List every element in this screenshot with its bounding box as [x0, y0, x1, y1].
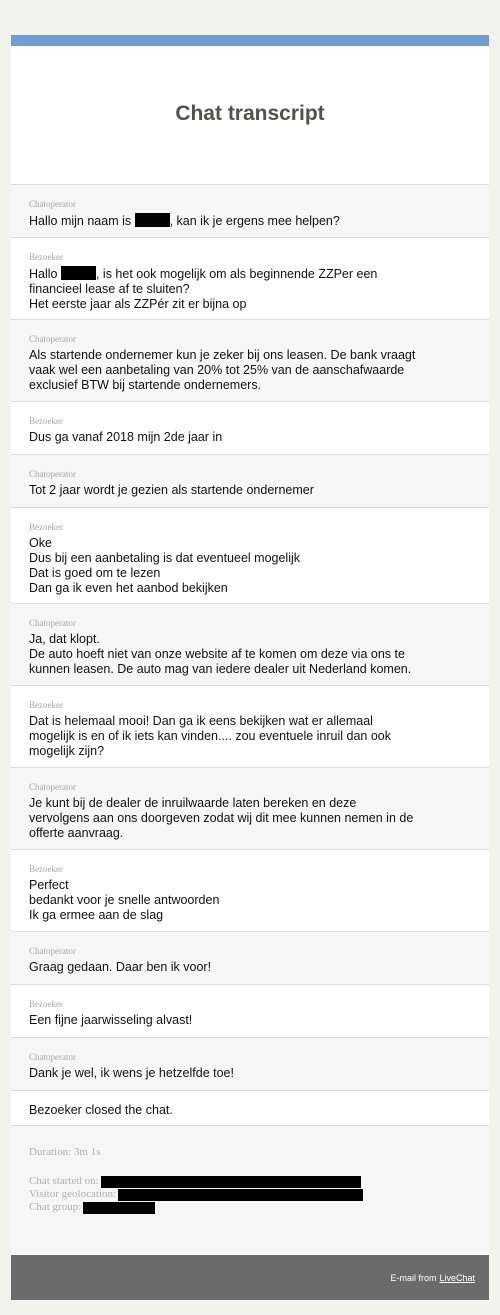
message-text: [29, 483, 471, 498]
chat-group-row: [29, 1201, 471, 1214]
chat-message: [11, 402, 489, 455]
message-author: Chatoperator: [29, 1052, 76, 1062]
message-author: Chatoperator: [29, 782, 76, 792]
redacted-name: [135, 213, 170, 227]
chat-closed-notice: Bezoeker closed the chat.: [11, 1091, 489, 1126]
message-line: mogelijk zijn?: [29, 744, 105, 758]
message-list: [11, 184, 489, 1091]
message-line: Tot 2 jaar wordt je gezien als startende ondernemer: [29, 483, 314, 497]
message-line: Hallo , is het ook mogelijk om als beginnende ZZPer een: [29, 267, 378, 281]
message-text: [29, 1066, 471, 1081]
chat-started-row: [29, 1175, 471, 1188]
chat-group-label: Chat group:: [29, 1201, 82, 1213]
chat-message: [11, 932, 489, 985]
visitor-geolocation-row: [29, 1188, 471, 1201]
message-text: [29, 714, 471, 759]
chat-duration: Duration: 3m 1s: [29, 1146, 101, 1158]
message-line: vervolgens aan ons doorgeven zodat wij dit mee kunnen nemen in de: [29, 811, 414, 825]
message-line: Je kunt bij de dealer de inruilwaarde laten bereken en deze: [29, 796, 357, 810]
message-text: [29, 536, 471, 596]
message-author: Chatoperator: [29, 618, 76, 628]
message-author: Chatoperator: [29, 946, 76, 956]
chat-message: [11, 985, 489, 1038]
message-author: Bezoeker: [29, 700, 63, 710]
message-author: Chatoperator: [29, 199, 76, 209]
accent-bar: [11, 35, 489, 46]
chat-info-panel: [11, 1126, 489, 1254]
message-text: [29, 213, 471, 229]
message-line: Het eerste jaar als ZZPér zit er bijna op: [29, 297, 247, 311]
message-line: Oke: [29, 536, 52, 550]
chat-message: [11, 508, 489, 604]
chat-message: [11, 455, 489, 508]
visitor-geolocation-label: Visitor geolocation:: [29, 1188, 117, 1200]
footer-prefix: E-mail from: [390, 1272, 437, 1283]
message-line: Dat is goed om te lezen: [29, 566, 161, 580]
chat-message: [11, 604, 489, 686]
message-line: Hallo mijn naam is , kan ik je ergens mee helpen?: [29, 214, 340, 228]
message-line: Dus ga vanaf 2018 mijn 2de jaar in: [29, 430, 223, 444]
chat-message: [11, 686, 489, 768]
message-line: Dat is helemaal mooi! Dan ga ik eens bekijken wat er allemaal: [29, 714, 373, 728]
message-text: [29, 430, 471, 445]
message-author: Bezoeker: [29, 999, 63, 1009]
message-line: offerte aanvraag.: [29, 826, 124, 840]
message-line: Als startende ondernemer kun je zeker bij ons leasen. De bank vraagt: [29, 348, 416, 362]
message-author: Chatoperator: [29, 469, 76, 479]
chat-message: [11, 850, 489, 932]
livechat-link[interactable]: LiveChat: [439, 1272, 475, 1283]
message-text: [29, 348, 471, 393]
redacted-block: [83, 1202, 155, 1214]
message-line: Perfect: [29, 878, 69, 892]
message-author: Bezoeker: [29, 252, 63, 262]
message-author: Bezoeker: [29, 864, 63, 874]
message-line: Graag gedaan. Daar ben ik voor!: [29, 960, 212, 974]
message-text: [29, 796, 471, 841]
message-line: kunnen leasen. De auto mag van iedere dealer uit Nederland komen.: [29, 662, 412, 676]
chat-message: [11, 238, 489, 320]
footer: [11, 1255, 489, 1300]
message-text: [29, 960, 471, 975]
page-title: Chat transcript: [175, 102, 325, 125]
message-line: Dan ga ik even het aanbod bekijken: [29, 581, 228, 595]
chat-started-label: Chat started on:: [29, 1175, 99, 1187]
redacted-name: [61, 266, 96, 280]
message-text: [29, 1013, 471, 1028]
message-text: [29, 632, 471, 677]
chat-message: [11, 185, 489, 238]
message-line: mogelijk is en of ik iets kan vinden.... zou eventuele inruil dan ook: [29, 729, 392, 743]
transcript-card: [11, 35, 489, 1300]
message-line: vaak wel een aanbetaling van 20% tot 25% van de aanschafwaarde: [29, 363, 405, 377]
message-author: Bezoeker: [29, 416, 63, 426]
message-line: Ja, dat klopt.: [29, 632, 100, 646]
message-line: Dank je wel, ik wens je hetzelfde toe!: [29, 1066, 234, 1080]
message-line: Dus bij een aanbetaling is dat eventueel mogelijk: [29, 551, 301, 565]
message-author: Chatoperator: [29, 334, 76, 344]
message-line: financieel lease af te sluiten?: [29, 282, 190, 296]
chat-message: [11, 1038, 489, 1091]
message-text: [29, 878, 471, 923]
message-line: Ik ga ermee aan de slag: [29, 908, 164, 922]
redacted-block: [118, 1189, 363, 1201]
message-line: bedankt voor je snelle antwoorden: [29, 893, 220, 907]
message-line: Een fijne jaarwisseling alvast!: [29, 1013, 193, 1027]
message-author: Bezoeker: [29, 522, 63, 532]
message-line: exclusief BTW bij startende ondernemers.: [29, 378, 262, 392]
message-text: [29, 266, 471, 312]
chat-message: [11, 768, 489, 850]
message-line: De auto hoeft niet van onze website af te komen om deze via ons te: [29, 647, 405, 661]
redacted-block: [101, 1176, 361, 1188]
chat-message: [11, 320, 489, 402]
